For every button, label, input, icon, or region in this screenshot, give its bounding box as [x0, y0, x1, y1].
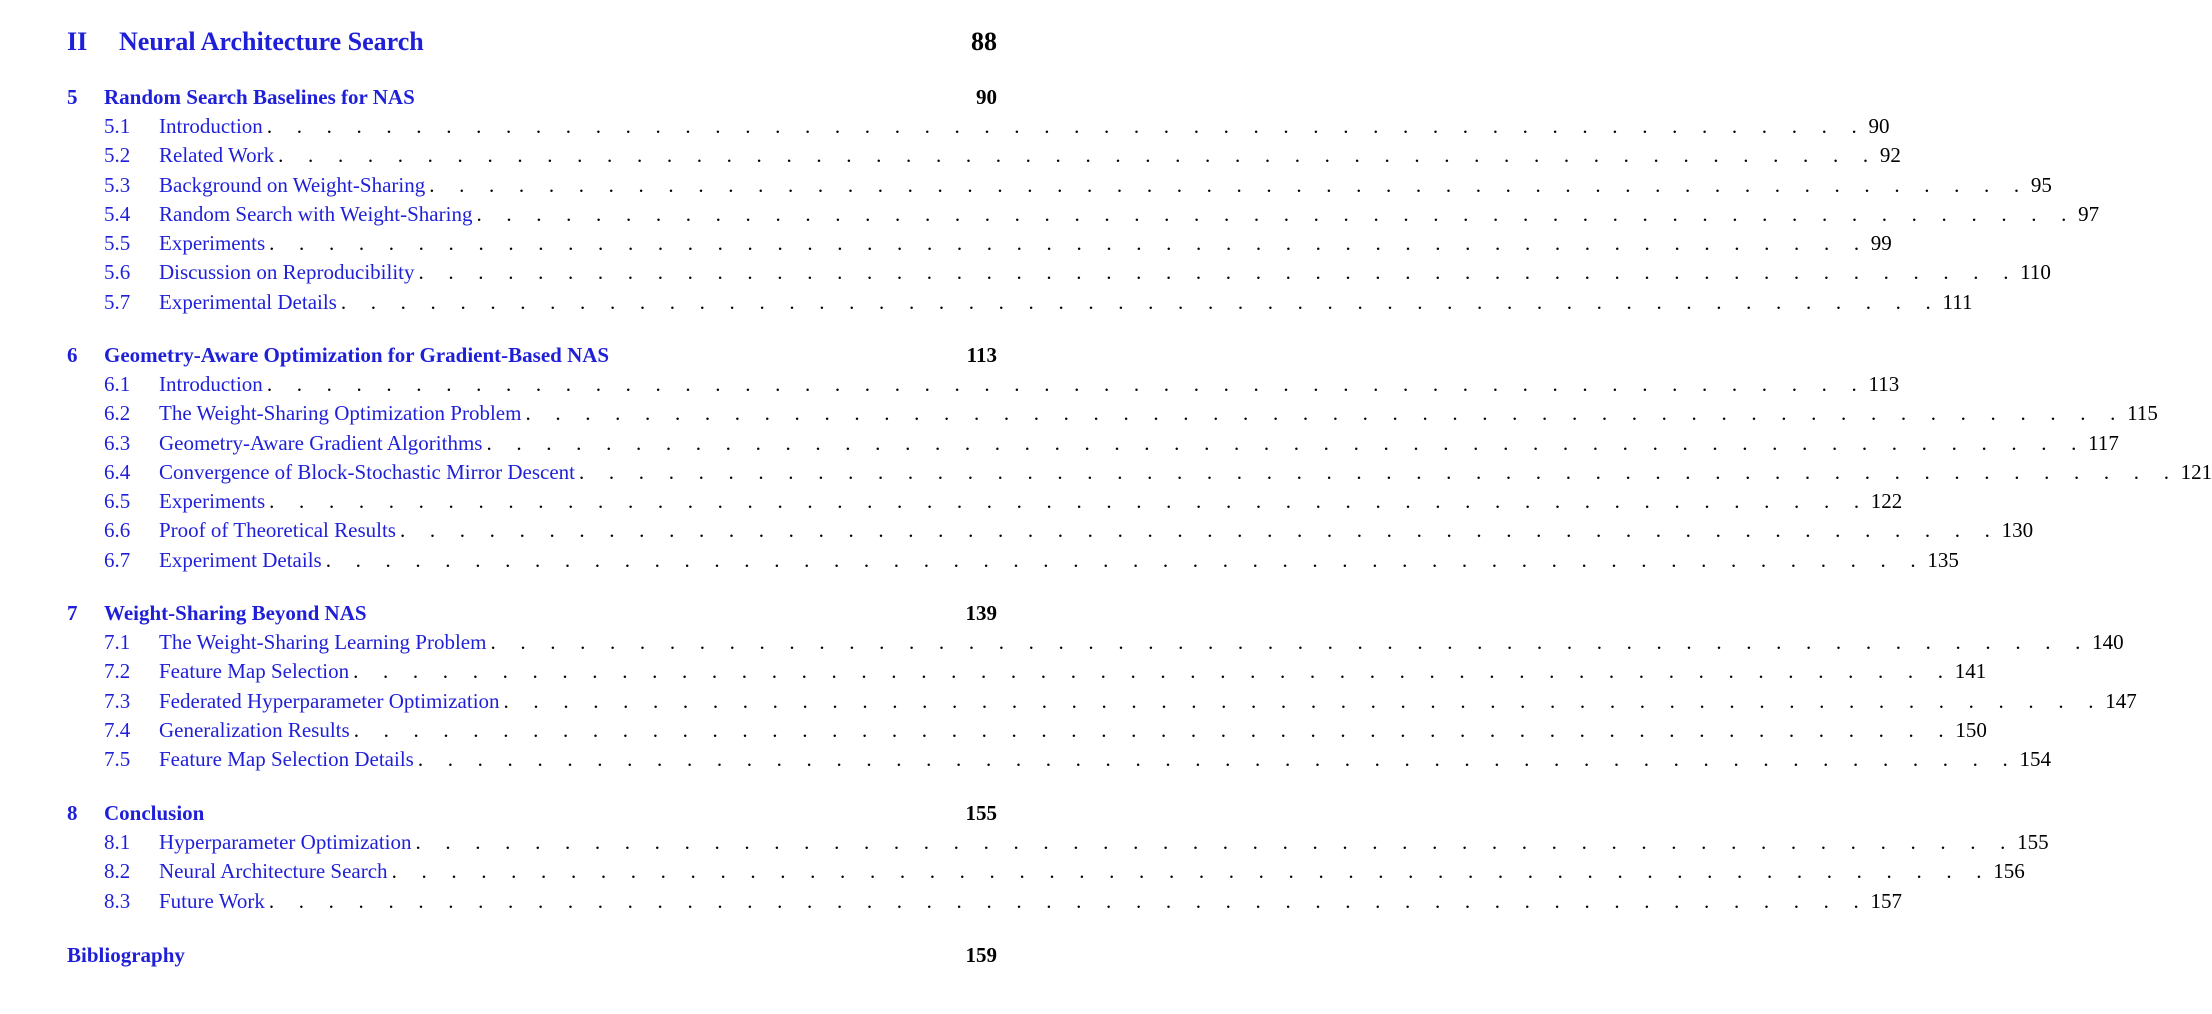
- section-title[interactable]: Introduction: [159, 112, 267, 141]
- section-title[interactable]: Experiments: [159, 487, 269, 516]
- section-number: 6.5: [104, 489, 131, 514]
- toc-entry-5-6[interactable]: [67, 258, 2051, 287]
- section-title[interactable]: Generalization Results: [159, 716, 354, 745]
- section-title[interactable]: Proof of Theoretical Results: [159, 516, 400, 545]
- section-number: 5.7: [104, 289, 131, 314]
- chapter-number: 5: [67, 85, 78, 109]
- dot-leader: . . . . . . . . . . . . . . . . . . . . . . . . . . . . . . . . . . . . . . . . . . . . . . . . . . . . . .: [490, 630, 2091, 654]
- section-number: 5.2: [104, 143, 131, 168]
- bibliography-entry[interactable]: [67, 941, 997, 970]
- section-title[interactable]: Geometry-Aware Gradient Algorithms: [159, 429, 486, 458]
- toc-entry-7-5[interactable]: [67, 745, 2051, 774]
- section-number: 6.4: [104, 459, 131, 484]
- dot-leader: . . . . . . . . . . . . . . . . . . . . . . . . . . . . . . . . . . . . . . . . . . . . . . . . . . . . . .: [325, 547, 1926, 572]
- section-number: 5.6: [104, 260, 131, 285]
- section-page-number: 156: [1993, 859, 2025, 884]
- dot-leader: . . . . . . . . . . . . . . . . . . . . . . . . . . . . . . . . . . . . . . . . . . . . . . . . . . . . . .: [415, 830, 2016, 854]
- chapter-title[interactable]: Conclusion: [104, 801, 205, 825]
- dot-leader: . . . . . . . . . . . . . . . . . . . . . . . . . . . . . . . . . . . . . . . . . . . . . . . . . . . . . .: [429, 172, 2029, 197]
- dot-leader: . . . . . . . . . . . . . . . . . . . . . . . . . . . . . . . . . . . . . . . . . . . . . . . . . . . . . .: [353, 659, 1953, 684]
- section-page-number: 154: [2019, 747, 2051, 772]
- section-title[interactable]: Convergence of Block-Stochastic Mirror Descent: [159, 458, 579, 487]
- toc-entry-6-5[interactable]: [67, 487, 1903, 516]
- chapter-page-number: 139: [965, 601, 997, 625]
- toc-entry-5-3[interactable]: [67, 171, 2052, 200]
- section-title[interactable]: Random Search with Weight-Sharing: [159, 200, 476, 229]
- section-number: 6.7: [104, 547, 131, 572]
- section-title[interactable]: Discussion on Reproducibility: [159, 258, 419, 287]
- section-number: 7.3: [104, 688, 131, 713]
- section-title[interactable]: The Weight-Sharing Learning Problem: [159, 628, 490, 657]
- dot-leader: . . . . . . . . . . . . . . . . . . . . . . . . . . . . . . . . . . . . . . . . . . . . . . . . . . . . . .: [476, 201, 2077, 226]
- dot-leader: . . . . . . . . . . . . . . . . . . . . . . . . . . . . . . . . . . . . . . . . . . . . . . . . . . . . . .: [486, 430, 2087, 455]
- chapter-number: 7: [67, 601, 78, 625]
- section-page-number: 130: [2001, 518, 2034, 543]
- chapter-title[interactable]: Random Search Baselines for NAS: [104, 85, 415, 109]
- section-number: 7.5: [104, 747, 131, 772]
- part-page-number: 88: [971, 27, 997, 56]
- section-number: 8.2: [104, 859, 131, 884]
- section-title[interactable]: Experimental Details: [159, 288, 341, 317]
- dot-leader: . . . . . . . . . . . . . . . . . . . . . . . . . . . . . . . . . . . . . . . . . . . . . . . . . . . . . .: [340, 289, 1941, 314]
- toc-entry-5-2[interactable]: [67, 141, 1901, 170]
- toc-entry-6-1[interactable]: [67, 370, 1900, 399]
- toc-entry-8-2[interactable]: [67, 857, 2025, 886]
- section-number: 5.4: [104, 201, 131, 226]
- section-page-number: 111: [1942, 289, 1973, 314]
- dot-leader: . . . . . . . . . . . . . . . . . . . . . . . . . . . . . . . . . . . . . . . . . . . . . . . . . . . . . .: [399, 518, 2000, 543]
- chapter-heading[interactable]: [67, 341, 997, 370]
- chapter-7: [67, 599, 2137, 774]
- section-number: 8.1: [104, 830, 131, 854]
- toc-entry-6-6[interactable]: [67, 516, 2034, 545]
- dot-leader: . . . . . . . . . . . . . . . . . . . . . . . . . . . . . . . . . . . . . . . . . . . . . . . . . . . . . .: [418, 260, 2019, 285]
- part-heading[interactable]: [67, 24, 997, 60]
- dot-leader: . . . . . . . . . . . . . . . . . . . . . . . . . . . . . . . . . . . . . . . . . . . . . . . . . . . . . .: [266, 372, 1867, 396]
- section-number: 6.1: [104, 372, 131, 396]
- section-number: 6.6: [104, 518, 131, 543]
- dot-leader: . . . . . . . . . . . . . . . . . . . . . . . . . . . . . . . . . . . . . . . . . . . . . . . . . . . . . .: [391, 859, 1992, 884]
- dot-leader: . . . . . . . . . . . . . . . . . . . . . . . . . . . . . . . . . . . . . . . . . . . . . . . . . . . . . .: [579, 459, 2179, 484]
- section-title[interactable]: Neural Architecture Search: [159, 857, 392, 886]
- section-title[interactable]: Feature Map Selection: [159, 657, 353, 686]
- section-page-number: 99: [1870, 231, 1892, 256]
- section-number: 6.2: [104, 401, 131, 426]
- section-title[interactable]: Experiments: [159, 229, 269, 258]
- dot-leader: . . . . . . . . . . . . . . . . . . . . . . . . . . . . . . . . . . . . . . . . . . . . . . . . . . . . . .: [278, 143, 1878, 168]
- dot-leader: . . . . . . . . . . . . . . . . . . . . . . . . . . . . . . . . . . . . . . . . . . . . . . . . . . . . . .: [525, 401, 2126, 426]
- dot-leader: . . . . . . . . . . . . . . . . . . . . . . . . . . . . . . . . . . . . . . . . . . . . . . . . . . . . . .: [268, 888, 1869, 913]
- section-number: 7.1: [104, 630, 131, 654]
- toc-entry-6-2[interactable]: [67, 399, 2158, 428]
- chapter-6: [67, 341, 2212, 575]
- dot-leader: . . . . . . . . . . . . . . . . . . . . . . . . . . . . . . . . . . . . . . . . . . . . . . . . . . . . . .: [417, 747, 2018, 772]
- chapter-number: 8: [67, 801, 78, 825]
- chapter-5: [67, 83, 2100, 317]
- chapter-page-number: 90: [976, 85, 997, 109]
- part-number: II: [67, 27, 88, 56]
- dot-leader: . . . . . . . . . . . . . . . . . . . . . . . . . . . . . . . . . . . . . . . . . . . . . . . . . . . . . .: [353, 717, 1954, 742]
- section-page-number: 110: [2020, 260, 2051, 285]
- section-title[interactable]: The Weight-Sharing Optimization Problem: [159, 399, 525, 428]
- toc-entry-8-1[interactable]: [67, 828, 2049, 857]
- section-number: 5.1: [104, 114, 131, 138]
- toc-entry-6-4[interactable]: [67, 458, 2212, 487]
- toc-entry-7-2[interactable]: [67, 657, 1987, 686]
- toc-entry-5-7[interactable]: [67, 288, 1973, 317]
- section-number: 5.5: [104, 231, 131, 256]
- toc-entry-7-4[interactable]: [67, 716, 1987, 745]
- dot-leader: . . . . . . . . . . . . . . . . . . . . . . . . . . . . . . . . . . . . . . . . . . . . . . . . . . . . . .: [503, 688, 2104, 713]
- chapter-heading[interactable]: [67, 83, 997, 112]
- section-page-number: 140: [2092, 630, 2124, 654]
- chapter-heading[interactable]: [67, 799, 997, 828]
- section-page-number: 157: [1870, 888, 1902, 913]
- chapter-title[interactable]: Weight-Sharing Beyond NAS: [104, 601, 367, 625]
- dot-leader: . . . . . . . . . . . . . . . . . . . . . . . . . . . . . . . . . . . . . . . . . . . . . . . . . . . . . .: [269, 489, 1869, 514]
- toc-entry-7-1[interactable]: [67, 628, 2124, 657]
- section-title[interactable]: Future Work: [159, 887, 269, 916]
- section-title[interactable]: Federated Hyperparameter Optimization: [159, 687, 504, 716]
- chapter-page-number: 113: [966, 343, 997, 367]
- section-page-number: 92: [1879, 143, 1901, 168]
- section-number: 6.3: [104, 430, 131, 455]
- toc-entry-7-3[interactable]: [67, 687, 2137, 716]
- section-number: 5.3: [104, 172, 131, 197]
- toc-entry-6-3[interactable]: [67, 429, 2119, 458]
- section-page-number: 141: [1954, 659, 1987, 684]
- section-number: 7.4: [104, 717, 131, 742]
- section-page-number: 147: [2105, 688, 2137, 713]
- toc-entry-8-3[interactable]: [67, 887, 1902, 916]
- bibliography-title[interactable]: Bibliography: [67, 943, 185, 967]
- section-title[interactable]: Introduction: [159, 370, 267, 399]
- section-title[interactable]: Feature Map Selection Details: [159, 745, 418, 774]
- section-page-number: 113: [1868, 372, 1900, 396]
- section-page-number: 97: [2078, 201, 2100, 226]
- section-page-number: 122: [1870, 489, 1903, 514]
- chapter-8: [67, 799, 2049, 916]
- section-page-number: 150: [1955, 717, 1987, 742]
- section-number: 8.3: [104, 888, 131, 913]
- section-number: 7.2: [104, 659, 131, 684]
- chapter-number: 6: [67, 343, 78, 367]
- section-title[interactable]: Experiment Details: [159, 546, 326, 575]
- section-title[interactable]: Hyperparameter Optimization: [159, 828, 415, 857]
- part-title[interactable]: Neural Architecture Search: [119, 27, 424, 56]
- chapter-page-number: 155: [965, 801, 997, 825]
- toc-entry-5-1[interactable]: [67, 112, 1890, 141]
- bibliography-page-number: 159: [965, 943, 997, 967]
- section-page-number: 90: [1868, 114, 1890, 138]
- chapter-title[interactable]: Geometry-Aware Optimization for Gradient-Based NAS: [104, 343, 610, 367]
- section-page-number: 155: [2017, 830, 2049, 854]
- dot-leader: . . . . . . . . . . . . . . . . . . . . . . . . . . . . . . . . . . . . . . . . . . . . . . . . . . . . . .: [266, 114, 1867, 138]
- toc-entry-5-5[interactable]: [67, 229, 1892, 258]
- chapter-heading[interactable]: [67, 599, 997, 628]
- toc-entry-6-7[interactable]: [67, 546, 1959, 575]
- section-title[interactable]: Related Work: [159, 141, 278, 170]
- section-page-number: 117: [2088, 430, 2119, 455]
- section-page-number: 115: [2127, 401, 2158, 426]
- section-title[interactable]: Background on Weight-Sharing: [159, 171, 429, 200]
- section-page-number: 95: [2030, 172, 2052, 197]
- dot-leader: . . . . . . . . . . . . . . . . . . . . . . . . . . . . . . . . . . . . . . . . . . . . . . . . . . . . . .: [269, 231, 1869, 256]
- toc-entry-5-4[interactable]: [67, 200, 2100, 229]
- section-page-number: 121: [2180, 459, 2212, 484]
- section-page-number: 135: [1927, 547, 1959, 572]
